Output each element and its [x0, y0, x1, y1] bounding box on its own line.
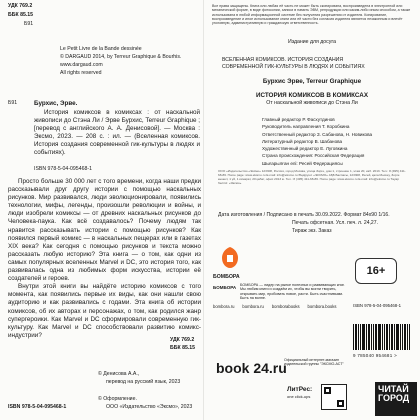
copyright-notice: Все права защищены. Книга или любая её часть не может быть скопирована, воспроизведена в электронной или механической форме, в виде фотокопии, записи в память ЭВМ, репродукции или каким-либо иным способом, а также использована в любой информационной системе без получения разрешения от издателя. Копирование, воспроизведение и иное использование книги или её части без согласия издателя является незаконным и влечёт уголовную, административную и гражданскую ответственность.: [212, 4, 411, 26]
barcode-digits: 9 785040 954681 >: [353, 353, 398, 358]
design-copyright: © Оформление.: [98, 396, 137, 402]
translation-copyright-detail: перевод на русский язык, 2023: [106, 379, 181, 385]
social-link[interactable]: bombora.ru: [242, 304, 264, 309]
catalog-code: Б91: [24, 21, 34, 27]
print-run: Тираж экз. Заказ: [292, 228, 332, 234]
print-details: Печать офсетная. Усл. печ. л. 24,27.: [292, 220, 379, 226]
bbk-code-bottom: ББК 85.15: [170, 345, 196, 351]
bombora-brand: БОМБОРА: [213, 274, 240, 280]
book-title: ИСТОРИЯ КОМИКСОВ В КОМИКСАХ: [255, 92, 369, 99]
credit-line: Ответственный редактор З. Сабанова, Н. Новикова: [262, 131, 373, 137]
isbn-bottom: ISBN 978-5-04-095468-1: [8, 404, 67, 410]
bbk-code: ББК 85.15: [8, 12, 34, 18]
book-authors: Бурхис Эрве, Terreur Graphique: [262, 78, 362, 85]
age-rating-badge: 16+: [355, 258, 397, 284]
social-links: [213, 305, 353, 310]
translation-copyright: © Денисова А.А.,: [98, 371, 140, 377]
credit-line: Руководитель направления Т. Коробкина: [262, 124, 350, 130]
social-link[interactable]: bombora.ru: [213, 304, 235, 309]
bombora-ad: БОМБОРА — лидер на рынке полезных и развивающих книг. Мы любим книги и создаём их, чтобы вы могли творить, открывать мир, пробовать новое, расти. Быть счастливыми. Быть на волне.: [240, 283, 345, 300]
udc-code: УДК 769.2: [8, 3, 33, 9]
credit-line: Страна происхождения: Российская Федерация: [262, 153, 365, 159]
series-line-2: СОВРЕМЕННОЙ ГИК-КУЛЬТУРЫ В ЛЮДЯХ И СОБЫТИЯХ: [222, 64, 365, 70]
litres-logo[interactable]: ЛитРес:: [287, 386, 313, 393]
qr-code: [321, 384, 347, 410]
annotation-paragraph: Внутри этой книги вы найдёте историю комиксов с того момента, как появились первые их виды, как они нашли свою аудиторию и как развивались с годами. Эта книга об истории комиксов, об их авторах и персонажах, о том, как родился жанр супергероики. Как Marvel и DC сформировали современную гик-культуру. Как Marvel и DC способствовали развитию комикс-индустрии?: [8, 283, 201, 339]
social-link[interactable]: bomborabooks: [271, 304, 300, 309]
book24-note: Официальный интернет-магазин издательской группы "ЭКСМО-АСТ": [284, 358, 344, 367]
book24-logo[interactable]: book 24.ru: [216, 360, 287, 376]
column-divider: [203, 0, 204, 420]
credits-list: [262, 116, 412, 167]
original-title: Le Petit Livre de la Bande dessinée: [60, 46, 142, 52]
credit-line: Главный редактор Р. Фасхутдинов: [262, 117, 335, 122]
bib-code: Б91: [8, 100, 18, 106]
udc-code-bottom: УДК 769.2: [170, 337, 195, 343]
barcode-isbn: ISBN 978-5-04-095468-1: [353, 303, 402, 308]
credit-line: Шығарылған елі: Ресей Федерациясы: [262, 160, 343, 166]
bib-isbn: ISBN 978-5-04-095468-1: [34, 166, 92, 172]
book-subtitle: От наскальной живописи до Стэна Ли: [266, 100, 358, 106]
litres-note: one click-ups: [287, 394, 311, 399]
social-link[interactable]: bombora.books: [307, 304, 337, 309]
original-copyright: © DARGAUD 2014, by Terreur Graphique & Bourhis.: [60, 54, 182, 60]
series-line-1: ВСЕЛЕННАЯ КОМИКСОВ. ИСТОРИЯ СОЗДАНИЯ: [222, 57, 344, 63]
bombora-brand-small: БОМБОРА: [213, 285, 237, 290]
bib-author: Бурхис, Эрве.: [34, 100, 78, 107]
barcode: [353, 314, 417, 350]
annotation: [8, 178, 201, 340]
credit-line: Литературный редактор В. Шабанова: [262, 138, 343, 144]
annotation-paragraph: Просто больше 30 000 лет с того времени, когда наши предки рассказывали друг другу истории с помощью наскальных рисунков. Мир развивался, люди эволюционировали, появились технологии, мифы, легенды, произошли революции и войны, и люди изобрели комиксы — от древних наскальных рисунков до Человека-паука. Как всё создавалось? Почему людям так нравится рассказывать истории с помощью рисунков? Как появился первый комикс — в наскальных пещерах или в газетах XIX века? Как сегодня с помощью рисунков и текста можно рассказать любую историю? Эта книга — о том, как одни из самых популярных вселенных Marvel и DC, это история того, как развивалась одна из любимых форм искусства, истории её создателей и героев.: [8, 178, 201, 283]
bib-entry: История комиксов в комиксах : от наскальной живописи до Стэна Ли / Эрве Бурхис, Terreur Graphique ; [перевод с английского А. А. Денисовой]. — Москва : Эксмо, 2023. — 208 с. : ил. — (Вселенная комиксов. История создания современной гик-культуры в людях и событиях).: [34, 109, 201, 157]
credit-line: Художественный редактор Е. Луговкина: [262, 146, 348, 152]
edition-for: Издание для досуга: [287, 39, 337, 45]
publisher-fine-print: ООО «Издательство «Эксмо» 123308, Россия, город Москва, улица Зорге, дом 1, строение 1, этаж 20, каб. 2013. Тел.: 8 (495) 411-68-86. Home page: www.eksmo.ru E-mail: info@eksmo.ru Өндіруші: «ЭКСМО» АҚБ Баспасы, 123308, Ресей, қала Мәскеу, Зорге көшесі, 1 үй, 1 ғимарат, 20 қабат, офис 2013 ж. Тел.: 8 (495) 411-68-86. Home page: www.eksmo.ru E-mail: info@eksmo.ru Тауар белгісі: «Эксмо»: [218, 169, 406, 185]
rights-reserved: All rights reserved: [60, 70, 102, 76]
bombora-logo: [213, 246, 247, 274]
chitai-gorod-logo[interactable]: ЧИТАЙ ГОРОД: [375, 382, 417, 416]
print-date: Дата изготовления / Подписано в печать 30.09.2022. Формат 84x90 1/16.: [218, 212, 390, 218]
design-copyright-detail: ООО «Издательство «Эксмо», 2023: [106, 404, 193, 410]
publisher-website: www.dargaud.com: [60, 62, 103, 68]
bombora-mark-icon: [213, 246, 247, 274]
